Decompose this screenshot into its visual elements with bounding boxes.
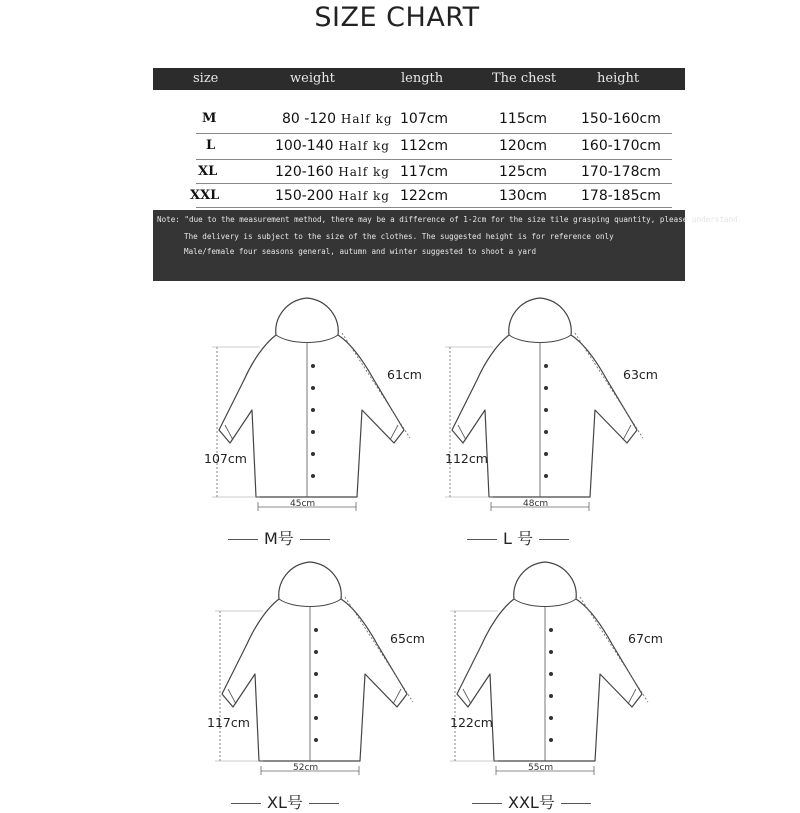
raincoat-3 <box>215 562 413 775</box>
size-name-label: XXL号 <box>466 790 597 813</box>
height-cell: 170-178cm <box>581 164 661 180</box>
button-dot <box>311 386 315 390</box>
button-dot <box>314 716 318 720</box>
col-chest: The chest <box>492 71 557 86</box>
sleeve-label: 63cm <box>623 367 658 382</box>
button-dot <box>314 672 318 676</box>
button-dot <box>544 452 548 456</box>
col-weight: weight <box>290 71 335 86</box>
weight-unit: Half kg <box>333 189 390 203</box>
coat-outline <box>219 298 404 497</box>
col-height: height <box>597 71 640 86</box>
col-size: size <box>193 71 219 86</box>
button-dot <box>549 628 553 632</box>
coat-outline <box>222 562 407 761</box>
chest-cell: 130cm <box>499 188 548 204</box>
width-label: 52cm <box>293 763 319 773</box>
button-dot <box>544 474 548 478</box>
size-name-label: M号 <box>222 526 336 549</box>
coat-outline <box>457 562 642 761</box>
col-length: length <box>401 71 444 86</box>
length-label: 122cm <box>450 715 493 730</box>
button-dot <box>314 628 318 632</box>
button-dot <box>314 694 318 698</box>
button-dot <box>549 738 553 742</box>
size-cell: XL <box>198 164 218 179</box>
height-cell: 178-185cm <box>581 188 661 204</box>
sleeve-label: 61cm <box>387 367 422 382</box>
button-dot <box>314 738 318 742</box>
button-dot <box>311 364 315 368</box>
raincoat-1 <box>212 298 410 511</box>
weight-cell: 150-200 Half kg <box>275 188 390 204</box>
button-dot <box>311 408 315 412</box>
button-dot <box>544 430 548 434</box>
weight-cell: 120-160 Half kg <box>275 164 390 180</box>
length-label: 112cm <box>445 451 488 466</box>
weight-cell: 100-140 Half kg <box>275 138 390 154</box>
button-dot <box>549 650 553 654</box>
chest-cell: 120cm <box>499 138 548 154</box>
size-name-label: XL号 <box>225 790 345 813</box>
page-title: SIZE CHART <box>314 2 480 33</box>
button-dot <box>311 452 315 456</box>
size-cell: M <box>202 111 217 126</box>
width-label: 48cm <box>523 499 549 509</box>
note-line-1: Note: "due to the measurement method, there may be a difference of 1-2cm for the size tile grasping quantity, please understand. <box>157 215 743 224</box>
weight-unit: Half kg <box>336 112 393 126</box>
height-cell: 150-160cm <box>581 111 661 127</box>
button-dot <box>544 408 548 412</box>
length-cell: 107cm <box>400 111 449 127</box>
raincoat-4 <box>450 562 648 775</box>
size-name-label: L 号 <box>461 526 575 549</box>
width-label: 45cm <box>290 499 316 509</box>
weight-unit: Half kg <box>333 165 390 179</box>
chest-cell: 125cm <box>499 164 548 180</box>
note-line-3: Male/female four seasons general, autumn and winter suggested to shoot a yard <box>184 247 537 256</box>
button-dot <box>549 694 553 698</box>
button-dot <box>544 386 548 390</box>
button-dot <box>314 650 318 654</box>
length-cell: 122cm <box>400 188 449 204</box>
button-dot <box>544 364 548 368</box>
width-label: 55cm <box>528 763 554 773</box>
raincoat-2 <box>445 298 643 511</box>
button-dot <box>311 430 315 434</box>
size-cell: XXL <box>190 188 220 203</box>
button-dot <box>549 716 553 720</box>
length-cell: 117cm <box>400 164 449 180</box>
weight-unit: Half kg <box>333 139 390 153</box>
weight-cell: 80 -120 Half kg <box>282 111 393 127</box>
length-label: 117cm <box>207 715 250 730</box>
button-dot <box>549 672 553 676</box>
sleeve-label: 65cm <box>390 631 425 646</box>
sleeve-label: 67cm <box>628 631 663 646</box>
length-label: 107cm <box>204 451 247 466</box>
note-line-2: The delivery is subject to the size of the clothes. The suggested height is for reference only <box>184 232 614 241</box>
coat-outline <box>452 298 637 497</box>
length-cell: 112cm <box>400 138 449 154</box>
size-cell: L <box>206 138 216 153</box>
height-cell: 160-170cm <box>581 138 661 154</box>
button-dot <box>311 474 315 478</box>
chest-cell: 115cm <box>499 111 548 127</box>
